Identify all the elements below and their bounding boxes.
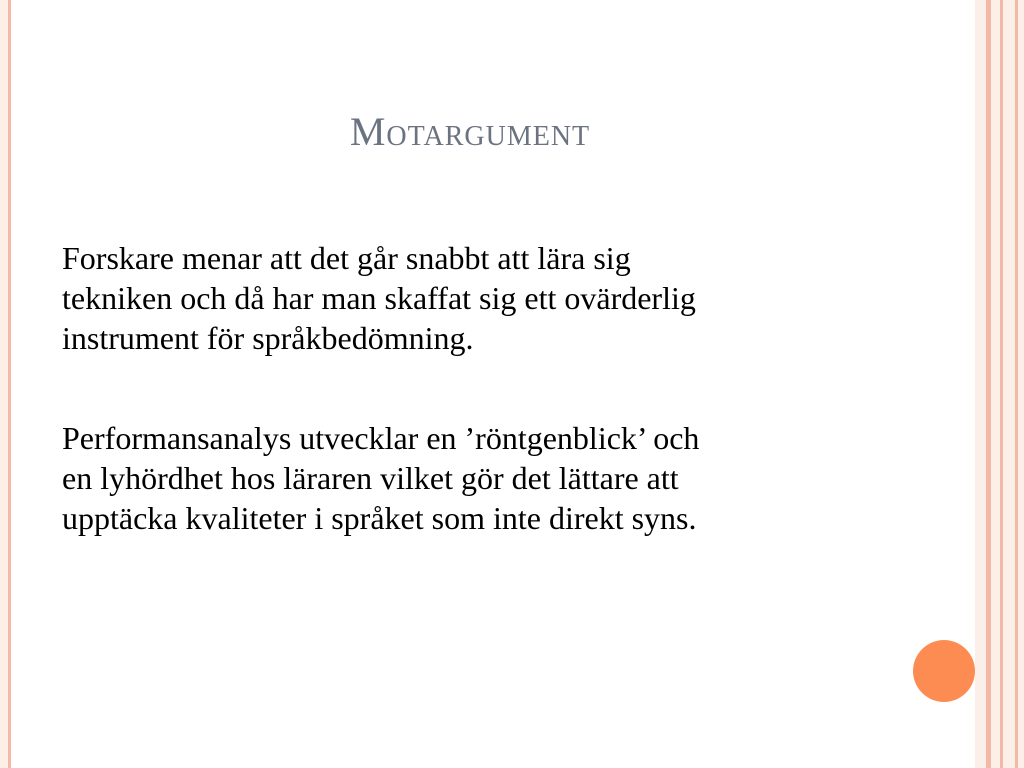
body-paragraph-1: Forskare menar att det går snabbt att lära sig tekniken och då har man skaffat sig ett ovärderlig instrument för språkbedömning. (62, 240, 696, 356)
right-decorative-band (991, 0, 1000, 768)
right-decorative-band (1018, 0, 1024, 768)
orange-circle-decoration (913, 640, 975, 702)
right-decorative-band (1003, 0, 1015, 768)
body-paragraph-2: Performansanalys utvecklar en ’röntgenblick’ och en lyhördhet hos läraren vilket gör det lättare att upptäcka kvaliteter i språket som inte direkt syns. (62, 420, 700, 536)
slide-title: Motargument (349, 109, 591, 154)
right-decorative-band (976, 0, 986, 768)
